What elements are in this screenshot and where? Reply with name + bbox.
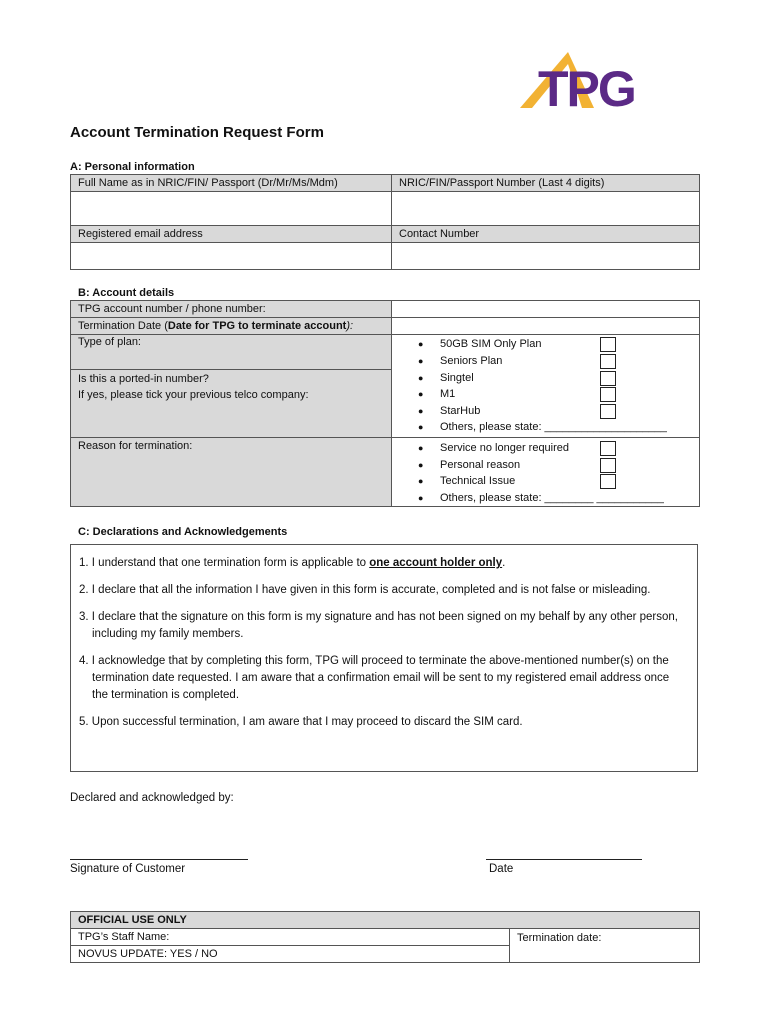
bullet-icon: ● <box>418 443 424 453</box>
declaration-1-suffix: . <box>502 557 506 569</box>
telco-option[interactable] <box>392 370 699 387</box>
ported-label <box>71 370 392 438</box>
declarations-box <box>70 544 698 772</box>
plan-option-label: 50GB SIM Only Plan <box>440 338 542 350</box>
email-field[interactable] <box>71 243 392 270</box>
declaration-1-emphasis: one account holder only <box>369 557 503 569</box>
telco-options-cell <box>392 370 700 438</box>
telco-option-label: StarHub <box>440 404 481 417</box>
declaration-item-1 <box>79 555 687 572</box>
declaration-item-3: 3. I declare that the signature on this form is my signature and has not been signed on my behalf by any other person, including my family members. <box>79 611 678 640</box>
bullet-icon: ● <box>418 492 424 503</box>
contact-label: Contact Number <box>392 226 700 243</box>
date-line[interactable] <box>486 859 642 860</box>
checkbox[interactable] <box>600 354 616 369</box>
telco-option[interactable] <box>392 403 699 420</box>
telco-option-label: M1 <box>440 388 456 400</box>
section-b-title: B: Account details <box>78 287 175 299</box>
signature-label: Signature of Customer <box>70 863 186 875</box>
reason-options-cell <box>392 438 700 507</box>
declared-by-label: Declared and acknowledged by: <box>70 792 234 804</box>
bullet-icon: ● <box>418 422 424 432</box>
termination-date-field[interactable] <box>392 318 700 335</box>
bullet-icon: ● <box>418 459 424 470</box>
form-title: Account Termination Request Form <box>70 124 324 141</box>
account-number-label: TPG account number / phone number: <box>71 301 392 318</box>
tpg-logo <box>518 50 674 112</box>
full-name-field[interactable] <box>71 192 392 226</box>
declaration-item-2: 2. I declare that all the information I have given in this form is accurate, completed and is not false or misleading. <box>79 584 651 596</box>
declaration-1-text: 1. I understand that one termination form is applicable to <box>79 557 370 569</box>
contact-field[interactable] <box>392 243 700 270</box>
checkbox[interactable] <box>600 458 616 473</box>
checkbox[interactable] <box>600 474 616 489</box>
plan-options-cell <box>392 335 700 370</box>
telco-option-label: Singtel <box>440 371 474 384</box>
novus-update: NOVUS UPDATE: YES / NO <box>71 946 510 963</box>
signature-line[interactable] <box>70 859 248 860</box>
logo-text: TPG <box>538 61 635 112</box>
reason-option-label: Service no longer required <box>440 442 570 454</box>
termination-date-prefix: Termination Date ( <box>78 320 168 332</box>
bullet-icon: ● <box>418 476 424 486</box>
reason-option[interactable] <box>392 440 699 457</box>
ported-instruction: If yes, please tick your previous telco company: <box>78 389 309 401</box>
reason-option-label: Personal reason <box>440 458 521 471</box>
reason-others[interactable] <box>392 490 699 507</box>
official-use-table <box>70 911 700 963</box>
bullet-icon: ● <box>418 405 424 416</box>
plan-option[interactable] <box>392 336 699 353</box>
bullet-icon: ● <box>418 339 424 349</box>
personal-info-table <box>70 174 700 270</box>
telco-option[interactable] <box>392 386 699 403</box>
section-a-title: A: Personal information <box>70 161 195 173</box>
full-name-label: Full Name as in NRIC/FIN/ Passport (Dr/Mr/Ms/Mdm) <box>71 175 392 192</box>
reason-option-label: Technical Issue <box>440 475 516 487</box>
plan-option-label: Seniors Plan <box>440 354 503 367</box>
reason-label: Reason for termination: <box>71 438 392 507</box>
date-label: Date <box>489 863 514 875</box>
checkbox[interactable] <box>600 387 616 402</box>
official-termination-date: Termination date: <box>510 929 700 963</box>
declaration-item-4: 4. I acknowledge that by completing this form, TPG will proceed to terminate the above-mentioned number(s) on the termination date requested. I am aware that a confirmation email will be sent to my registered email address once the termination is completed. <box>79 655 670 701</box>
checkbox[interactable] <box>600 371 616 386</box>
telco-others[interactable] <box>392 419 699 436</box>
id-number-label: NRIC/FIN/Passport Number (Last 4 digits) <box>392 175 700 192</box>
plan-type-label: Type of plan: <box>71 335 392 370</box>
id-number-field[interactable] <box>392 192 700 226</box>
account-number-field[interactable] <box>392 301 700 318</box>
termination-date-label <box>71 318 392 335</box>
reason-others-label: Others, please state: ________ ___________ <box>440 491 664 504</box>
telco-others-label: Others, please state: ____________________ <box>440 421 667 433</box>
reason-option[interactable] <box>392 473 699 490</box>
bullet-icon: ● <box>418 389 424 399</box>
termination-date-bold: Date for TPG to terminate account <box>167 320 347 332</box>
termination-date-suffix: ): <box>346 320 354 332</box>
ported-question: Is this a ported-in number? <box>78 373 209 385</box>
bullet-icon: ● <box>418 372 424 383</box>
checkbox[interactable] <box>600 337 616 352</box>
email-label: Registered email address <box>71 226 392 243</box>
section-c-title: C: Declarations and Acknowledgements <box>78 526 288 538</box>
checkbox[interactable] <box>600 404 616 419</box>
staff-name-field: TPG’s Staff Name: <box>71 929 510 946</box>
declaration-item-5: 5. Upon successful termination, I am aware that I may proceed to discard the SIM card. <box>79 716 523 728</box>
official-use-title: OFFICIAL USE ONLY <box>71 912 700 929</box>
bullet-icon: ● <box>418 355 424 366</box>
plan-option[interactable] <box>392 353 699 370</box>
checkbox[interactable] <box>600 441 616 456</box>
reason-option[interactable] <box>392 457 699 474</box>
account-details-table <box>70 300 700 507</box>
